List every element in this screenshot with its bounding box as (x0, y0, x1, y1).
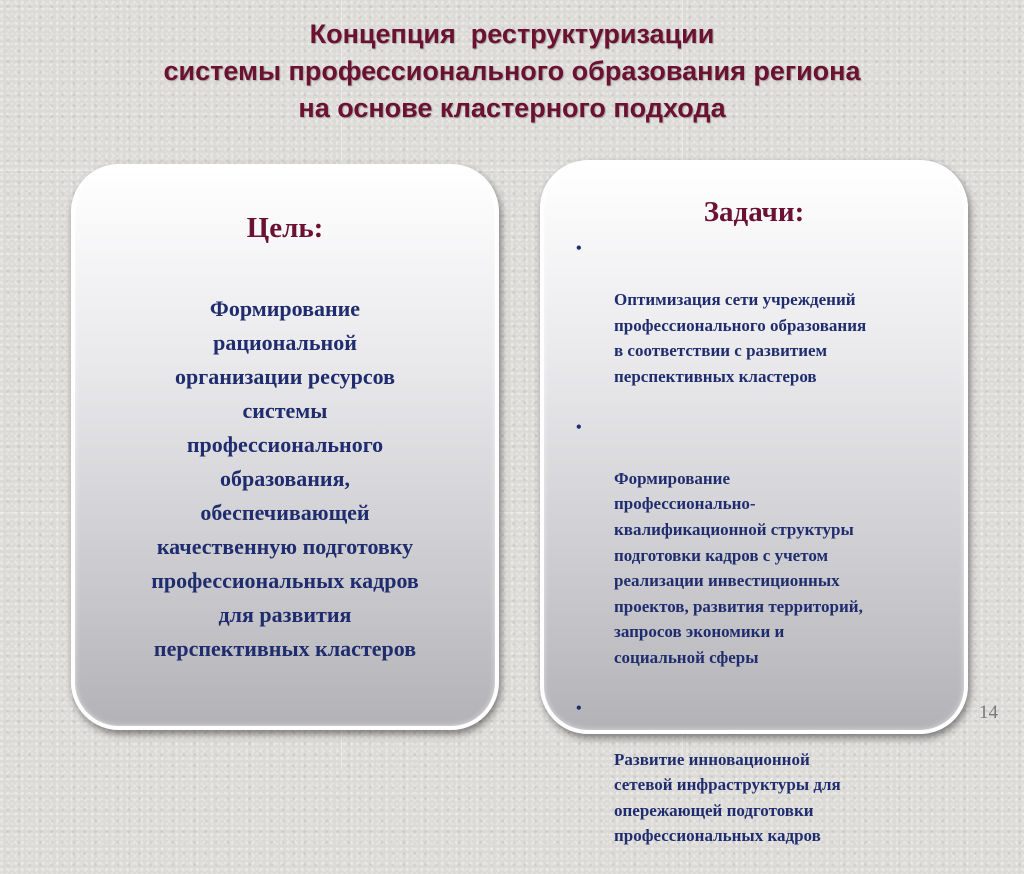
tasks-heading: Задачи: (703, 196, 805, 228)
tasks-card (540, 160, 968, 846)
page-number: 14 (979, 702, 998, 723)
task-item (568, 236, 944, 390)
task-text: Оптимизация сети учреждений профессионального образования в соответствии с развитием перспективных кластеров (614, 290, 867, 386)
slide-title-line-3: на основе кластерного подхода (298, 93, 726, 123)
slide-title-line-1: Концепция реструктуризации (309, 19, 715, 49)
task-item (568, 415, 944, 671)
goal-text: Формирование рациональной организации ресурсов системы профессионального образования, обеспечивающей качественную подготовку профессиональных кадров для развития перспективных кластеров (151, 296, 419, 661)
goal-heading: Цель: (246, 212, 324, 244)
slide-title (0, 16, 1024, 127)
goal-card (71, 164, 499, 730)
tasks-list (568, 236, 944, 874)
bullet-icon: • (576, 240, 582, 257)
task-item (568, 696, 944, 850)
slide-title-line-2: системы профессионального образования региона (163, 56, 861, 86)
task-text: Развитие инновационной сетевой инфраструктуры для опережающей подготовки профессиональных кадров (614, 749, 841, 846)
task-text: Формирование профессионально- квалификационной структуры подготовки кадров с учетом реализации инвестиционных проектов, развития территорий, запросов экономики и социальной сферы (614, 468, 863, 667)
bullet-icon: • (576, 699, 582, 717)
bullet-icon: • (576, 418, 582, 436)
